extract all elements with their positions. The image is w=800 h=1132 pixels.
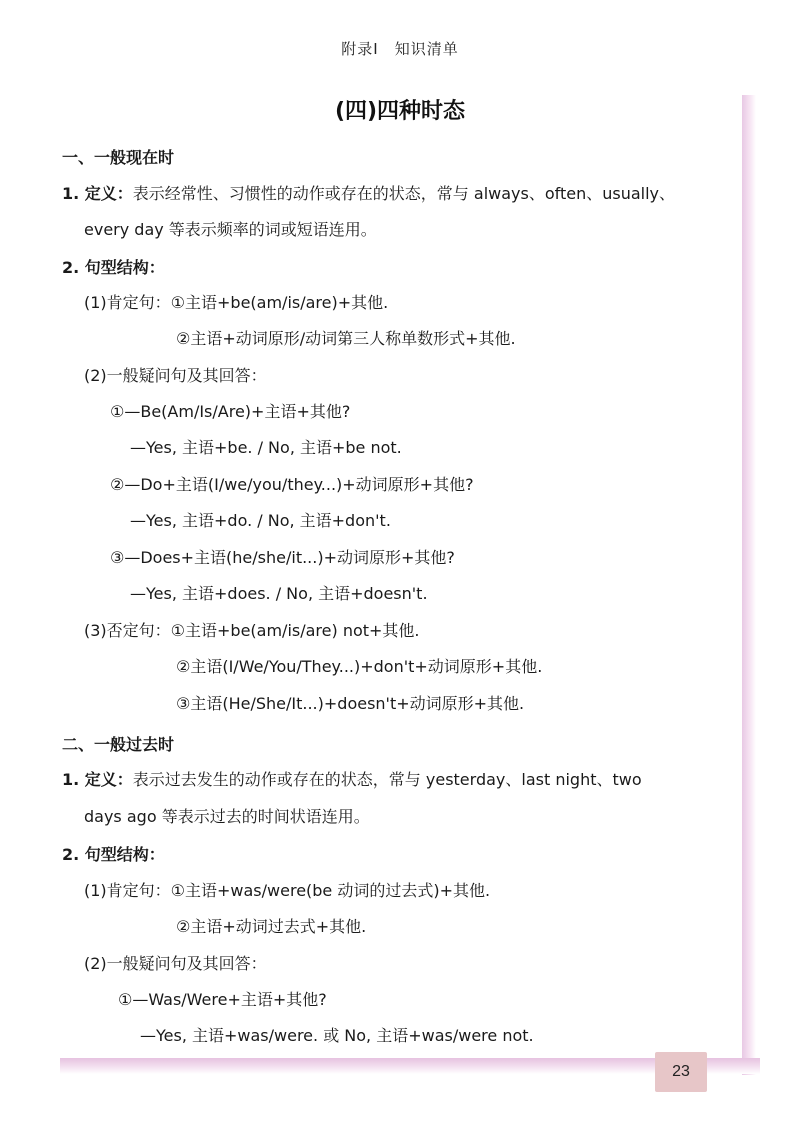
definition-continuation: every day 等表示频率的词或短语连用。 [84, 220, 377, 239]
list-item: ③—Does+主语(he/she/it...)+动词原形+其他? [110, 548, 455, 567]
definition-line [62, 770, 642, 790]
list-item: (1)肯定句：①主语+was/were(be 动词的过去式)+其他. [84, 881, 491, 900]
definition-continuation: days ago 等表示过去的时间状语连用。 [84, 807, 370, 826]
list-item: ①—Was/Were+主语+其他? [118, 990, 327, 1009]
section-title: (四)四种时态 [334, 99, 466, 124]
list-item: (2)一般疑问句及其回答： [84, 366, 267, 385]
definition-text: 表示过去发生的动作或存在的状态，常与 yesterday、last night、two [132, 770, 642, 789]
list-item: ①—Be(Am/Is/Are)+主语+其他? [110, 402, 351, 421]
list-item: —Yes, 主语+do. / No, 主语+don't. [130, 511, 391, 530]
list-item: (3)否定句：①主语+be(am/is/are) not+其他. [84, 621, 420, 640]
page-number: 23 [655, 1052, 707, 1092]
list-item: (2)一般疑问句及其回答： [84, 954, 267, 973]
section-heading: 一、一般现在时 [62, 148, 175, 167]
list-item: —Yes, 主语+was/were. 或 No, 主语+was/were not. [140, 1026, 534, 1045]
list-item: —Yes, 主语+does. / No, 主语+doesn't. [130, 584, 428, 603]
list-item: ②—Do+主语(I/we/you/they...)+动词原形+其他? [110, 475, 474, 494]
list-item: (1)肯定句：①主语+be(am/is/are)+其他. [84, 293, 389, 312]
running-header: 附录Ⅰ 知识清单 [341, 40, 459, 58]
definition-line [62, 184, 675, 204]
definition-label: 1. 定义： [62, 770, 133, 789]
list-item: ③主语(He/She/It...)+doesn't+动词原形+其他. [176, 694, 525, 713]
list-item: ②主语+动词原形/动词第三人称单数形式+其他. [176, 329, 516, 348]
structure-label: 2. 句型结构： [62, 258, 165, 277]
list-item: —Yes, 主语+be. / No, 主语+be not. [130, 438, 402, 457]
definition-text: 表示经常性、习惯性的动作或存在的状态，常与 always、often、usually、 [132, 184, 676, 203]
list-item: ②主语(I/We/You/They...)+don't+动词原形+其他. [176, 657, 543, 676]
list-item: ②主语+动词过去式+其他. [176, 917, 367, 936]
structure-label: 2. 句型结构： [62, 845, 165, 864]
section-heading: 二、一般过去时 [62, 735, 175, 754]
definition-label: 1. 定义： [62, 184, 133, 203]
page-edge-right [742, 95, 756, 1075]
